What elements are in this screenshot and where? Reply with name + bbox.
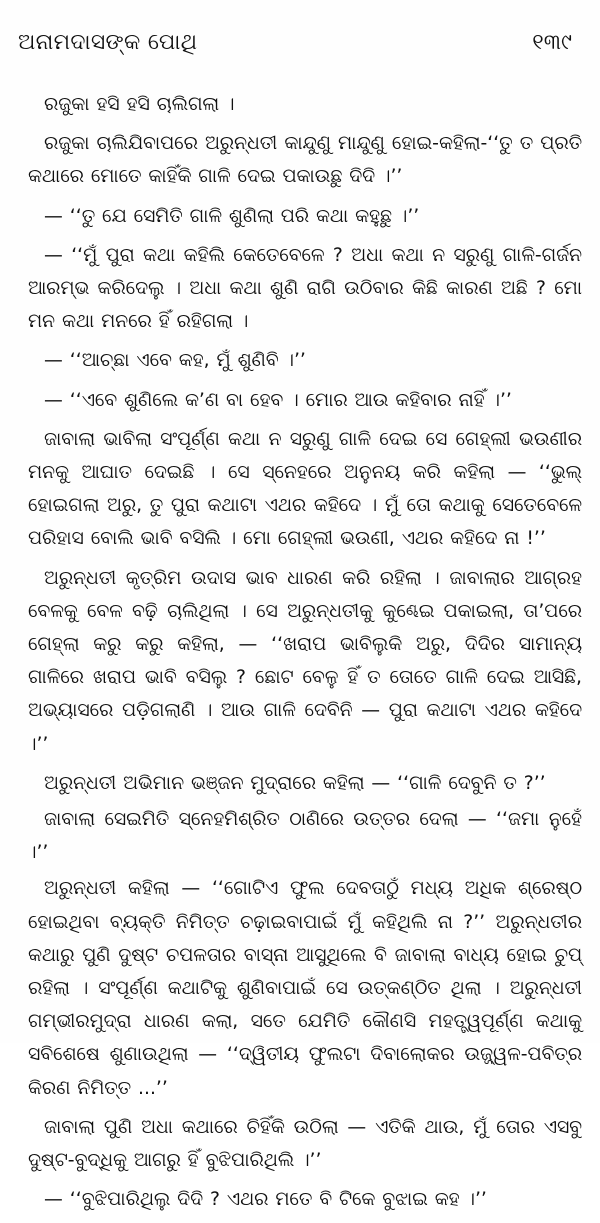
paragraph: — ‘‘ତୁ ଯେ ସେମିତି ଗାଳି ଶୁଣିଲା ପରି କଥା କହୁଛୁ ।’’ xyxy=(44,205,420,227)
paragraph: ଅରୁନ୍ଧତୀ କୃତ୍ରିମ ଉଦାସ ଭାବ ଧାରଣ କରି ରହିଲା । ଜାବାଲାର ଆଗ୍ରହ ବେଳକୁ ବେଳ ବଢ଼ି ଚାଲିଥିଲା । ସେ ଅରୁନ୍ଧତୀକୁ କୁଣ୍ଢେଇ ପକାଇଲା, ତା’ପରେ ଗେହ୍ଲା କରୁ କରୁ କହିଲା, — ‘‘ଖରାପ ଭାବିଲୁକି ଅରୁ, ଦିଦିର ସାମାନ୍ୟ ଗାଳିରେ ଖରାପ ଭାବି ବସିଲୁ ? ଛୋଟ ବେଳୁ ହିଁ ତ ତୋତେ ଗାଳି ଦେଇ ଆସିଛି, ଅଭ୍ୟାସରେ ପଡ଼ିଗଲାଣି । ଆଉ ଗାଳି ଦେବିନି — ପୁରା କଥାଟା ଏଥର କହିଦେ ।’’ xyxy=(28,567,582,755)
paragraph: — ‘‘ବୁଝିପାରିଥିଲୁ ଦିଦି ? ଏଥର ମତେ ବି ଟିକେ ବୁଝାଇ କହ ।’’ xyxy=(44,1189,487,1211)
page-body-text xyxy=(28,88,582,1223)
book-title-header: ଅନାମଦାସଙ୍କ ପୋଥି xyxy=(18,29,198,55)
running-header xyxy=(18,22,582,62)
page-number: ୧୩୯ xyxy=(532,29,572,55)
paragraph: ରଜୁକା ଚାଲିଯିବାପରେ ଅରୁନ୍ଧତୀ କାନ୍ଦୁଣୁ ମାନ୍ଦୁଣୁ ହୋଇ-କହିଲା-‘‘ତୁ ତ ପ୍ରତି କଥାରେ ମୋତେ କାହିଁକି ଗାଳି ଦେଇ ପକାଉଛୁ ଦିଦି ।’’ xyxy=(28,133,582,188)
paragraph: ଜାବାଲା ଭାବିଲା ସଂପୂର୍ଣ୍ଣ କଥା ନ ସରୁଣୁ ଗାଳି ଦେଇ ସେ ଗେହ୍ଲୀ ଭଉଣୀର ମନକୁ ଆଘାତ ଦେଇଛି । ସେ ସ୍ନେହରେ ଅନୁନୟ କରି କହିଲା — ‘‘ଭୁଲ୍ ହୋଇଗଲା ଅରୁ, ତୁ ପୁରା କଥାଟା ଏଥର କହିଦେ । ମୁଁ ତୋ କଥାକୁ ସେତେବେଳେ ପରିହାସ ବୋଲି ଭାବି ବସିଲି । ମୋ ଗେହ୍ଲୀ ଭଉଣୀ, ଏଥର କହିଦେ ନା !’’ xyxy=(28,428,582,550)
paragraph: ଜାବାଲା ସେଇମିତି ସ୍ନେହମିଶ୍ରିତ ଠାଣିରେ ଉତ୍ତର ଦେଲା — ‘‘ଜମା ନୁହେଁ ।’’ xyxy=(28,809,582,864)
paragraph: ରଜୁକା ହସି ହସି ଚାଲିଗଲା । xyxy=(44,94,235,115)
paragraph: — ‘‘ଏବେ ଶୁଣିଲେ କ’ଣ ବା ହେବ । ମୋର ଆଉ କହିବାର ନାହିଁ ।’’ xyxy=(44,389,512,411)
paragraph: ଅରୁନ୍ଧତୀ ଅଭିମାନ ଭଞ୍ଜନ ମୁଦ୍ରାରେ କହିଲା — ‘‘ଗାଳି ଦେବୁନି ତ ?’’ xyxy=(44,772,546,794)
paragraph: ଜାବାଲା ପୁଣି ଅଧା କଥାରେ ଚିହିଁକି ଉଠିଲା — ଏତିକି ଥାଉ, ମୁଁ ତୋର ଏସବୁ ଦୁଷ୍ଟ-ବୁଦ୍ଧିକୁ ଆଗରୁ ହିଁ ବୁଝିପାରିଥିଲି ।’’ xyxy=(28,1116,582,1172)
paragraph: — ‘‘ମୁଁ ପୁରା କଥା କହିଲି କେତେବେଳେ ? ଅଧା କଥା ନ ସରୁଣୁ ଗାଳି-ଗର୍ଜନ ଆରମ୍ଭ କରିଦେଲୁ । ଅଧା କଥା ଶୁଣି ରାଗି ଉଠିବାର କିଛି କାରଣ ଅଛି ? ମୋ ମନ କଥା ମନରେ ହିଁ ରହିଗଲା । xyxy=(28,244,582,333)
paragraph: ଅରୁନ୍ଧତୀ କହିଲା — ‘‘ଗୋଟିଏ ଫୁଲ ଦେବତାଠୁଁ ମଧ୍ୟ ଅଧିକ ଶ୍ରେଷ୍ଠ ହୋଇଥିବା ବ୍ୟକ୍ତି ନିମିତ୍ତ ଚଢ଼ାଇବାପାଇଁ ମୁଁ କହିଥିଲି ନା ?’’ ଅରୁନ୍ଧତୀର କଥାରୁ ପୁଣି ଦୁଷ୍ଟ ଚପଳତାର ବାସ୍ନା ଆସୁଥିଲେ ବି ଜାବାଲା ବାଧ୍ୟ ହୋଇ ଚୁପ୍ ରହିଲା । ସଂପୂର୍ଣ୍ଣ କଥାଟିକୁ ଶୁଣିବାପାଇଁ ସେ ଉତ୍କଣ୍ଠିତ ଥିଲା । ଅରୁନ୍ଧତୀ ଗମ୍ଭୀରମୁଦ୍ରା ଧାରଣ କଲା, ସତେ ଯେମିତି କୌଣସି ମହତ୍ତ୍ୱପୂର୍ଣ୍ଣ କଥାକୁ ସବିଶେଷେ ଶୁଣାଉଥିଲା — ‘‘ଦ୍ୱିତୀୟ ଫୁଲଟା ଦିବାଲୋକର ଉଜ୍ଜ୍ୱଳ-ପବିତ୍ର କିରଣ ନିମିତ୍ତ ...’’ xyxy=(28,878,582,1099)
paragraph: — ‘‘ଆଚ୍ଛା ଏବେ କହ, ମୁଁ ଶୁଣିବି ।’’ xyxy=(44,350,306,372)
